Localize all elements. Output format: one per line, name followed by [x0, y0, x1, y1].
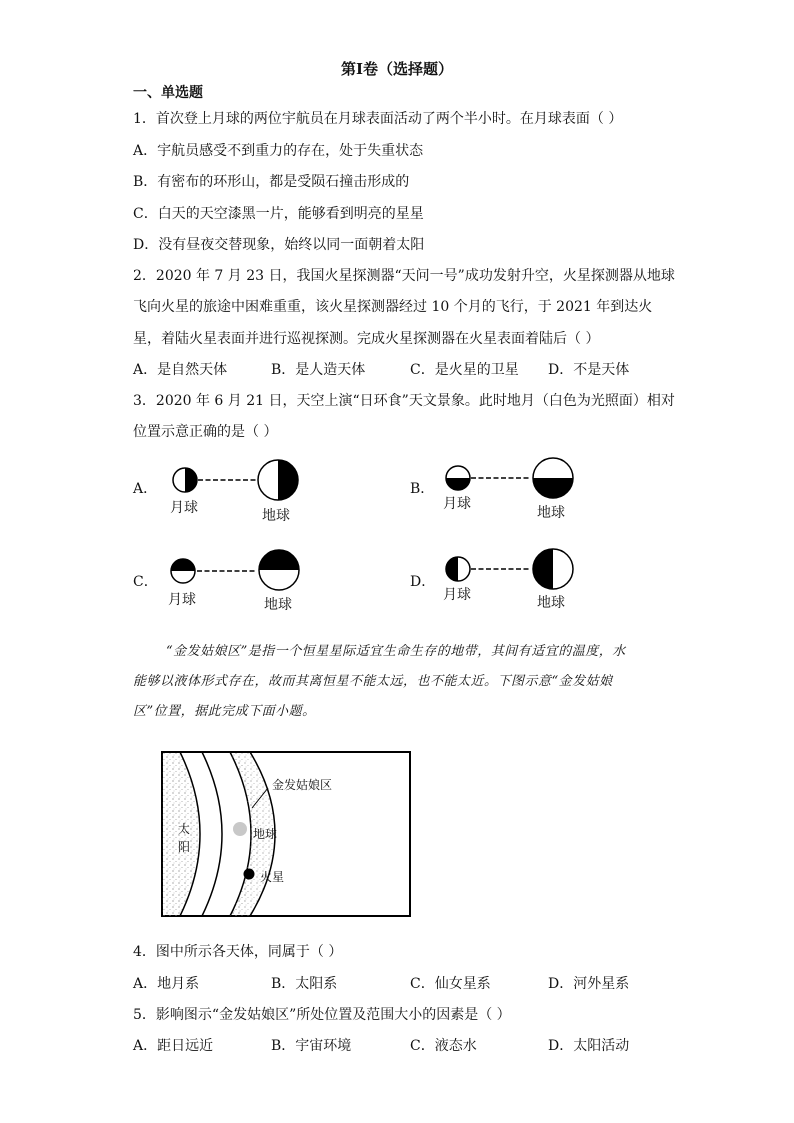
q3-option-d-letter[interactable]: D． — [410, 574, 436, 590]
diagram-mars-label: 火星 — [260, 870, 285, 884]
q2-stem-line-3: 星，着陆火星表面并进行巡视探测。完成火星探测器在火星表面着陆后（ ） — [133, 331, 600, 347]
q1-stem: 1．首次登上月球的两位宇航员在月球表面活动了两个半小时。在月球表面（ ） — [133, 111, 623, 127]
diagram-earth-label: 地球 — [253, 827, 278, 841]
q5-option-a[interactable]: A．距日远近 — [133, 1038, 214, 1054]
q1-option-b[interactable]: B．有密布的环形山，都是受陨石撞击形成的 — [133, 174, 410, 190]
passage-line-3: 区”位置，据此完成下面小题。 — [133, 704, 316, 719]
q3-c-earth-label: 地球 — [264, 597, 292, 613]
q3-stem-line-1: 3．2020 年 6 月 21 日，天空上演“日环食”天文景象。此时地月（白色为光照面）相对 — [133, 393, 675, 409]
q2-option-d[interactable]: D．不是天体 — [548, 362, 630, 378]
q3-b-earth-label: 地球 — [537, 505, 565, 521]
q3-option-b-letter[interactable]: B． — [410, 481, 435, 497]
passage-line-1: “金发姑娘区”是指一个恒星星际适宜生命生存的地带，其间有适宜的温度，水 — [166, 644, 626, 659]
q2-option-a[interactable]: A．是自然天体 — [133, 362, 228, 378]
q5-option-c[interactable]: C．液态水 — [410, 1038, 477, 1054]
q4-stem: 4．图中所示各天体，同属于（ ） — [133, 944, 343, 960]
q2-stem-line-2: 飞向火星的旅途中困难重重，该火星探测器经过 10 个月的飞行，于 2021 年到达火 — [133, 299, 653, 315]
q1-option-a[interactable]: A．宇航员感受不到重力的存在，处于失重状态 — [133, 143, 424, 159]
q4-option-a[interactable]: A．地月系 — [133, 976, 200, 992]
q4-option-c[interactable]: C．仙女星系 — [410, 976, 491, 992]
q3-option-a-letter[interactable]: A． — [133, 481, 158, 497]
q3-d-earth-label: 地球 — [537, 595, 565, 611]
section-heading: 一、单选题 — [133, 85, 203, 101]
q3-b-moon-label: 月球 — [443, 496, 471, 512]
passage-line-2: 能够以液体形式存在，故而其离恒星不能太远，也不能太近。下图示意“金发姑娘 — [133, 674, 613, 689]
q3-d-moon-label: 月球 — [443, 587, 471, 603]
q3-c-moon-label: 月球 — [168, 592, 196, 608]
q5-option-d[interactable]: D．太阳活动 — [548, 1038, 630, 1054]
q5-stem: 5．影响图示“金发姑娘区”所处位置及范围大小的因素是（ ） — [133, 1007, 511, 1023]
page-title: 第Ⅰ卷（选择题） — [340, 60, 454, 78]
q3-a-moon-label: 月球 — [170, 500, 198, 516]
q3-a-earth-label: 地球 — [262, 508, 290, 524]
q5-option-b[interactable]: B．宇宙环境 — [271, 1038, 352, 1054]
q2-option-c[interactable]: C．是火星的卫星 — [410, 362, 519, 378]
q2-stem-line-1: 2．2020 年 7 月 23 日，我国火星探测器“天问一号”成功发射升空，火星探测器从地球 — [133, 268, 675, 284]
diagram-sun-label: 太阳 — [178, 822, 191, 854]
zone-label: 金发姑娘区 — [272, 778, 333, 792]
q3-option-c-figure[interactable] — [167, 548, 302, 593]
q4-option-b[interactable]: B．太阳系 — [271, 976, 338, 992]
q3-stem-line-2: 位置示意正确的是（ ） — [133, 424, 278, 440]
q4-option-d[interactable]: D．河外星系 — [548, 976, 630, 992]
q2-option-b[interactable]: B．是人造天体 — [271, 362, 366, 378]
q3-option-c-letter[interactable]: C． — [133, 574, 158, 590]
q1-option-d[interactable]: D．没有昼夜交替现象，始终以同一面朝着太阳 — [133, 237, 425, 253]
q1-option-c[interactable]: C．白天的天空漆黑一片，能够看到明亮的星星 — [133, 206, 424, 222]
